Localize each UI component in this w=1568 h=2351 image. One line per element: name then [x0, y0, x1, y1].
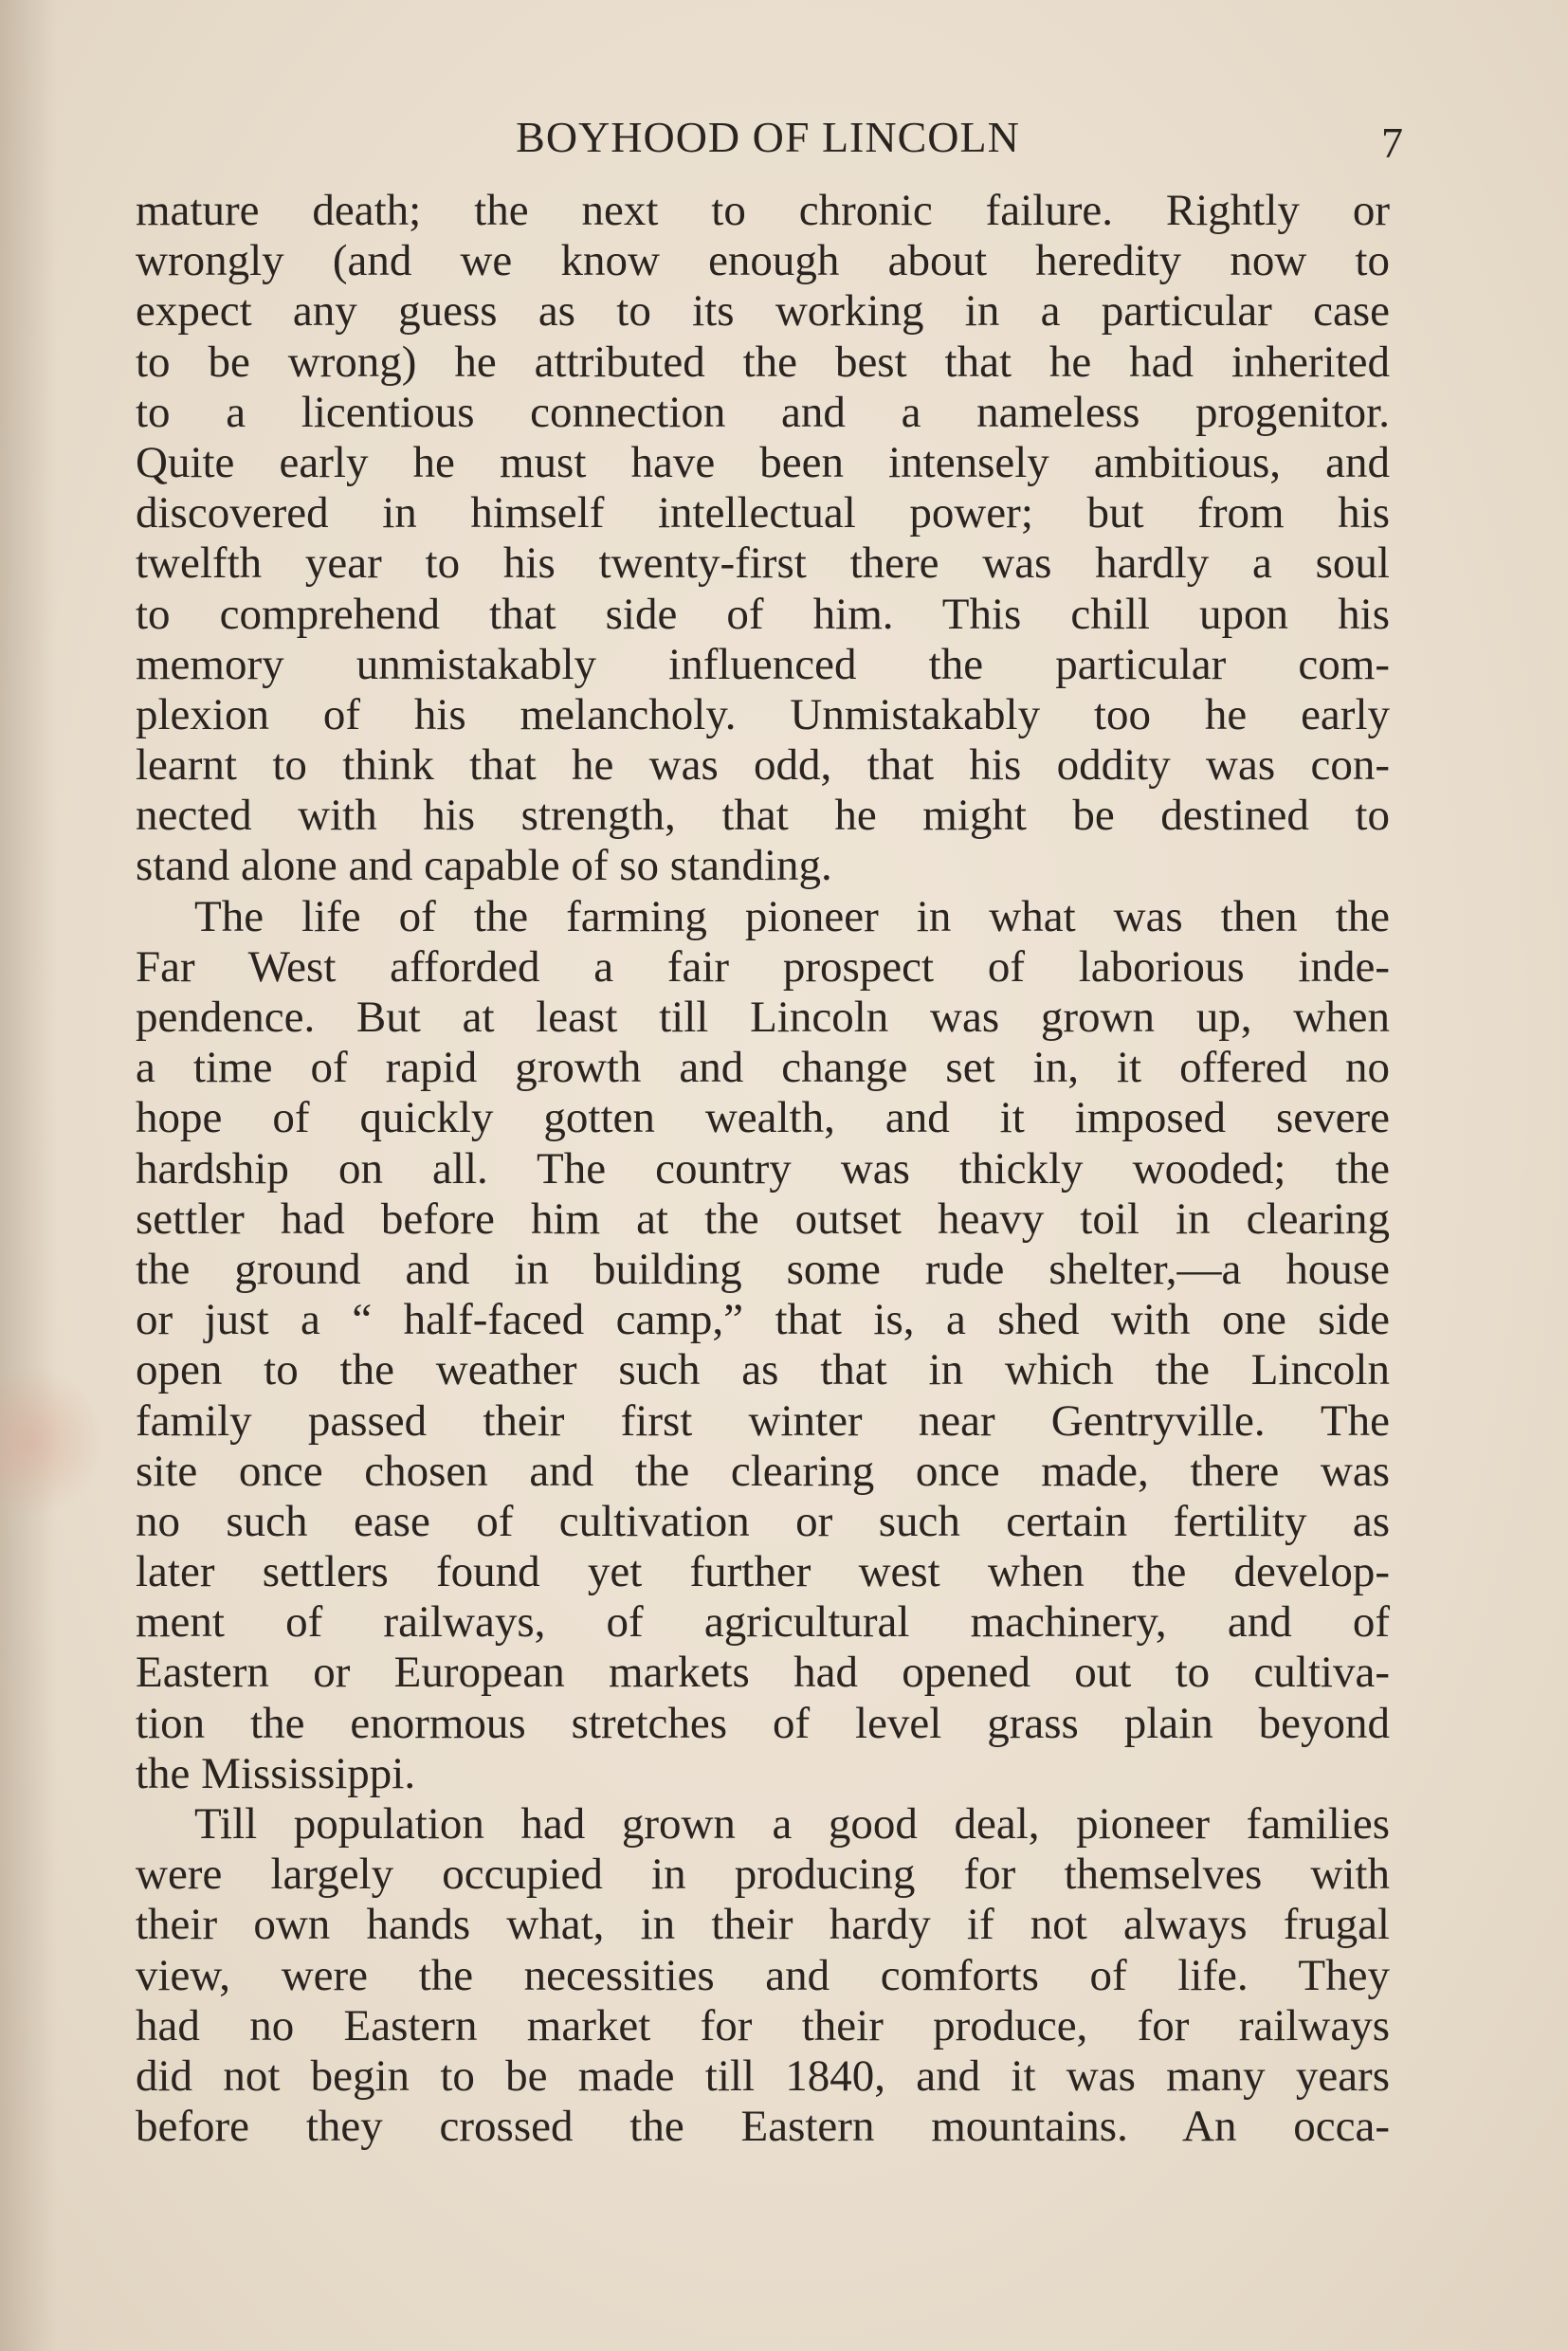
- text-line: family passed their first winter near Gentryville. The: [136, 1395, 1390, 1446]
- text-line: Quite early he must have been intensely ambitious, and: [136, 437, 1390, 487]
- text-line: before they crossed the Eastern mountains. An occa-: [136, 2102, 1390, 2152]
- text-line: Far West afforded a fair prospect of laborious inde-: [136, 941, 1390, 992]
- text-line: learnt to think that he was odd, that his oddity was con-: [136, 740, 1390, 791]
- text-line: ment of railways, of agricultural machinery, and of: [136, 1597, 1390, 1648]
- text-line: Till population had grown a good deal, pioneer families: [194, 1799, 1390, 1849]
- text-line: a time of rapid growth and change set in, it offered no: [136, 1043, 1390, 1093]
- text-line: stand alone and capable of so standing.: [136, 841, 832, 891]
- text-line: hope of quickly gotten wealth, and it imposed severe: [136, 1093, 1390, 1143]
- text-line: pendence. But at least till Lincoln was grown up, when: [136, 993, 1390, 1042]
- text-line: later settlers found yet further west when the develop-: [136, 1547, 1390, 1597]
- running-header: [133, 112, 1403, 169]
- text-line: Eastern or European markets had opened out to cultiva-: [136, 1648, 1390, 1698]
- text-line: settler had before him at the outset heavy toil in clearing: [136, 1194, 1390, 1244]
- text-line: memory unmistakably influenced the particular com-: [136, 639, 1390, 689]
- text-line: The life of the farming pioneer in what was then the: [194, 891, 1390, 941]
- paragraph: [136, 892, 1390, 1799]
- text-line: to be wrong) he attributed the best that he had inherited: [136, 337, 1390, 387]
- text-line: view, were the necessities and comforts of life. They: [136, 1950, 1390, 2000]
- text-line: discovered in himself intellectual power; but from his: [136, 488, 1390, 538]
- text-line: were largely occupied in producing for themselves with: [136, 1850, 1390, 1900]
- text-line: expect any guess as to its working in a particular case: [136, 286, 1390, 337]
- text-line: did not begin to be made till 1840, and it was many years: [136, 2050, 1390, 2101]
- text-line: tion the enormous stretches of level grass plain beyond: [136, 1698, 1390, 1748]
- text-line: their own hands what, in their hardy if not always frugal: [136, 1900, 1390, 1950]
- text-line: open to the weather such as that in which the Lincoln: [136, 1345, 1390, 1395]
- text-line: mature death; the next to chronic failure. Rightly or: [136, 186, 1390, 235]
- paper-stain: [0, 1365, 104, 1517]
- text-line: had no Eastern market for their produce, for railways: [136, 2000, 1390, 2050]
- paragraph: [136, 186, 1390, 892]
- page-number: 7: [1381, 118, 1403, 167]
- text-line: twelfth year to his twenty-first there was hardly a soul: [136, 538, 1390, 589]
- text-line: no such ease of cultivation or such certain fertility as: [136, 1496, 1390, 1546]
- text-line: or just a “ half-faced camp,” that is, a shed with one side: [136, 1295, 1390, 1345]
- text-line: hardship on all. The country was thickly wooded; the: [136, 1143, 1390, 1194]
- text-line: wrongly (and we know enough about heredity now to: [136, 236, 1390, 286]
- page-edge-shadow: [0, 0, 57, 2351]
- running-head-title: BOYHOOD OF LINCOLN: [516, 113, 1020, 161]
- body-text: [136, 186, 1390, 2152]
- text-line: site once chosen and the clearing once made, there was: [136, 1446, 1390, 1496]
- paragraph: [136, 1799, 1390, 2152]
- text-line: plexion of his melancholy. Unmistakably too he early: [136, 689, 1390, 739]
- text-line: nected with his strength, that he might be destined to: [136, 791, 1390, 841]
- text-line: the ground and in building some rude shelter,—a house: [136, 1244, 1390, 1294]
- text-line: to a licentious connection and a nameless progenitor.: [136, 387, 1390, 437]
- text-line: the Mississippi.: [136, 1748, 416, 1798]
- text-line: to comprehend that side of him. This chill upon his: [136, 589, 1390, 639]
